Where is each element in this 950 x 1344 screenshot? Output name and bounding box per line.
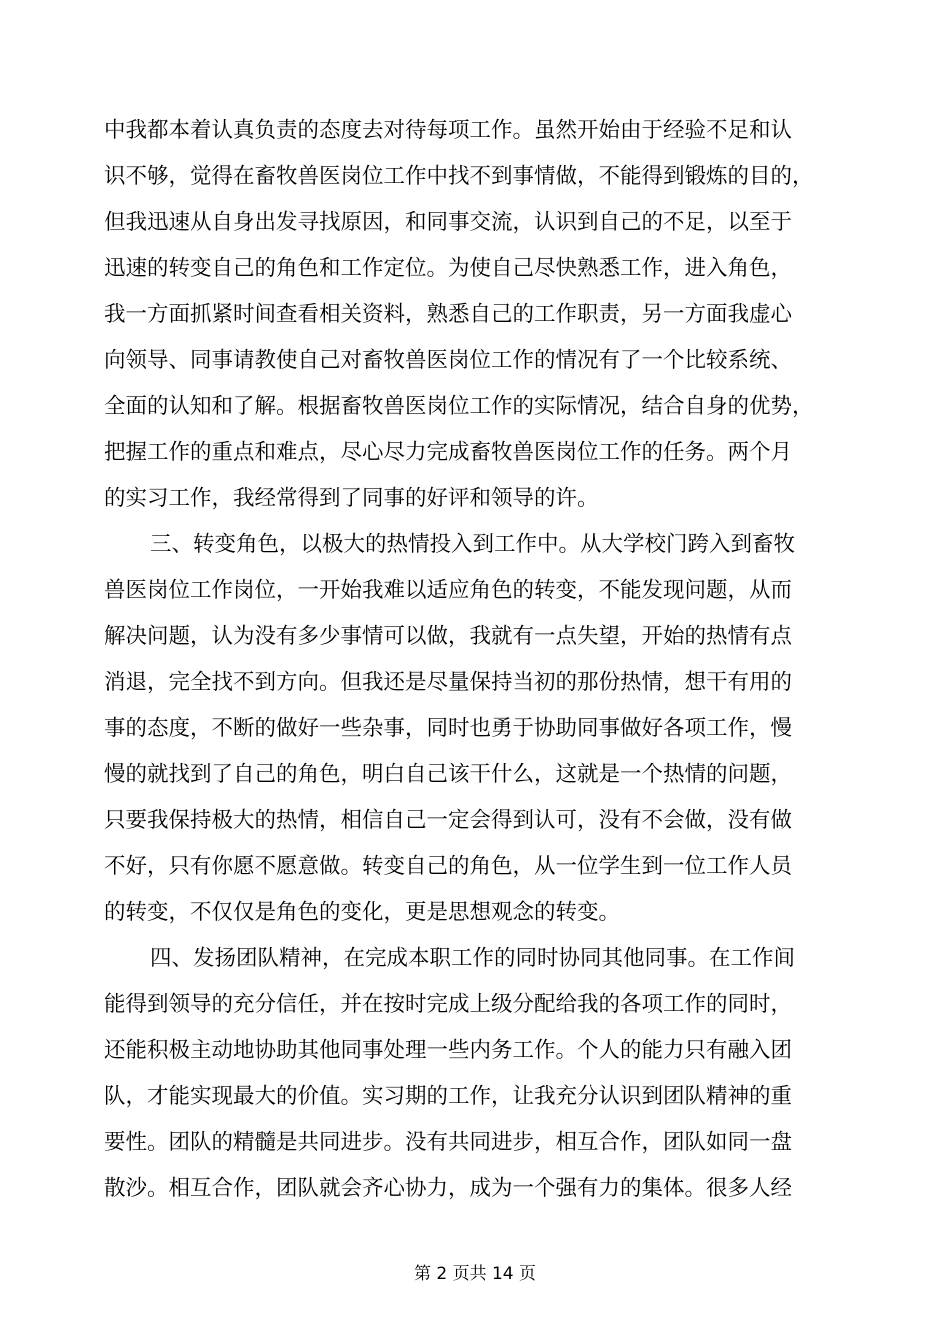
body-text-line: 事的态度，不断的做好一些杂事，同时也勇于协助同事做好各项工作，慢 [104,716,793,741]
body-text-line: 兽医岗位工作岗位，一开始我难以适应角色的转变，不能发现问题，从而 [104,578,793,603]
body-text-line: 但我迅速从自身出发寻找原因，和同事交流，认识到自己的不足，以至于 [104,210,793,235]
body-text-line: 还能积极主动地协助其他同事处理一些内务工作。个人的能力只有融入团 [104,1038,793,1063]
body-text-line: 迅速的转变自己的角色和工作定位。为使自己尽快熟悉工作，进入角色， [104,256,793,281]
body-text-line: 全面的认知和了解。根据畜牧兽医岗位工作的实际情况，结合自身的优势， [104,394,814,419]
body-text-line: 我一方面抓紧时间查看相关资料，熟悉自己的工作职责，另一方面我虚心 [104,302,793,327]
body-text-line: 能得到领导的充分信任，并在按时完成上级分配给我的各项工作的同时， [104,992,793,1017]
body-text-line: 不好，只有你愿不愿意做。转变自己的角色，从一位学生到一位工作人员 [104,854,793,879]
page-number-footer: 第 2 页共 14 页 [413,1264,537,1284]
body-text-line: 识不够，觉得在畜牧兽医岗位工作中找不到事情做，不能得到锻炼的目的， [104,164,814,189]
body-text-line: 的实习工作，我经常得到了同事的好评和领导的许。 [104,486,599,511]
section-heading-line: 三、转变角色，以极大的热情投入到工作中。从大学校门跨入到畜牧 [150,532,796,557]
body-text-line: 队，才能实现最大的价值。实习期的工作，让我充分认识到团队精神的重 [104,1084,793,1109]
body-text-line: 的转变，不仅仅是角色的变化，更是思想观念的转变。 [104,900,621,925]
body-text-line: 消退，完全找不到方向。但我还是尽量保持当初的那份热情，想干有用的 [104,670,793,695]
body-text-line: 散沙。相互合作，团队就会齐心协力，成为一个强有力的集体。很多人经 [104,1176,793,1201]
body-text-line: 要性。团队的精髓是共同进步。没有共同进步，相互合作，团队如同一盘 [104,1130,793,1155]
body-text-line: 向领导、同事请教使自己对畜牧兽医岗位工作的情况有了一个比较系统、 [104,348,793,373]
body-text-line: 解决问题，认为没有多少事情可以做，我就有一点失望，开始的热情有点 [104,624,793,649]
body-text-line: 慢的就找到了自己的角色，明白自己该干什么，这就是一个热情的问题， [104,762,793,787]
section-heading-line: 四、发扬团队精神，在完成本职工作的同时协同其他同事。在工作间 [150,946,796,971]
body-text-line: 中我都本着认真负责的态度去对待每项工作。虽然开始由于经验不足和认 [104,118,793,143]
body-text-line: 只要我保持极大的热情，相信自己一定会得到认可，没有不会做，没有做 [104,808,793,833]
body-text-line: 把握工作的重点和难点，尽心尽力完成畜牧兽医岗位工作的任务。两个月 [104,440,793,465]
